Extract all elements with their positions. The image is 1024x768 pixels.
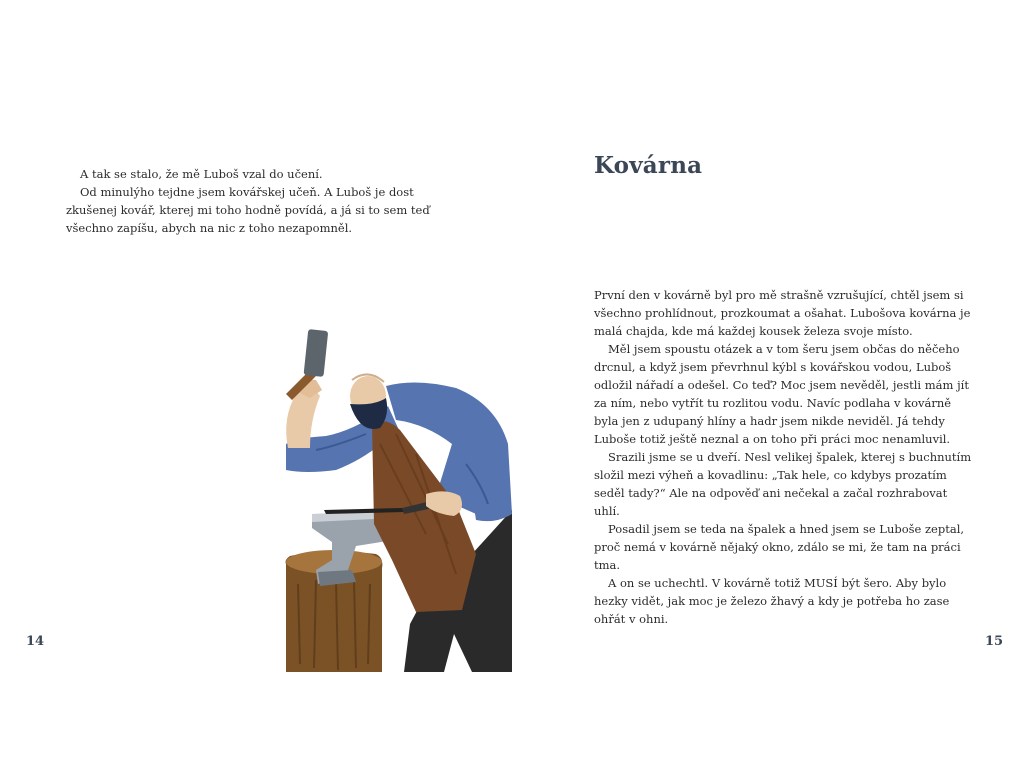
right-paragraph-1: První den v kovárně byl pro mě strašně vzrušující, chtěl jsem si všechno prohlídnout, prozkoumat a ošahat. Lubošova kovárna je malá chajda, kde má každej kousek železa svoje místo. (594, 288, 971, 338)
left-paragraph-1: A tak se stalo, že mě Luboš vzal do učení. (80, 167, 323, 181)
page-number-left: 14 (26, 634, 45, 649)
right-paragraph-2: Měl jsem spoustu otázek a v tom šeru jsem občas do něčeho drcnul, a když jsem převrhnul kýbl s kovářskou vodou, Luboš odložil nářadí a odešel. Co teď? Moc jsem nevěděl, jestli mám jít za ním, nebo vytřít tu rozlitou vodu. Navíc podlaha v kovárně byla jen z udupaný hlíny a hadr jsem nikde neviděl. Já tehdy Luboše totiž ještě neznal a on toho při práci moc nenamluvil. (594, 342, 969, 446)
head (350, 374, 387, 429)
chapter-title: Kovárna (594, 152, 703, 179)
page-number-right: 15 (985, 634, 1004, 649)
right-text-block (594, 286, 974, 628)
left-text-block (66, 165, 436, 237)
left-paragraph-2: Od minulýho tejdne jsem kovářskej učeň. A Luboš je dost zkušenej kovář, kterej mi toho hodně povídá, a já si to sem teď všechno zapíšu, abych na nic z toho nezapomněl. (66, 185, 430, 235)
blacksmith-illustration (276, 324, 516, 672)
right-paragraph-4: Posadil jsem se teda na špalek a hned jsem se Luboše zeptal, proč nemá v kovárně nějaký okno, zdálo se mi, že tam na práci tma. (594, 522, 965, 572)
right-paragraph-5: A on se uchechtl. V kovárně totiž MUSÍ být šero. Aby bylo hezky vidět, jak moc je železo žhavý a kdy je potřeba ho zase ohřát v ohni. (594, 576, 950, 626)
right-page (512, 0, 1024, 768)
right-paragraph-3: Srazili jsme se u dveří. Nesl velikej špalek, kterej s buchnutím složil mezi výheň a kovadlinu: „Tak hele, co kdybys prozatím seděl tady?“ Ale na odpověď ani nečekal a začal rozhrabovat uhlí. (594, 450, 972, 518)
